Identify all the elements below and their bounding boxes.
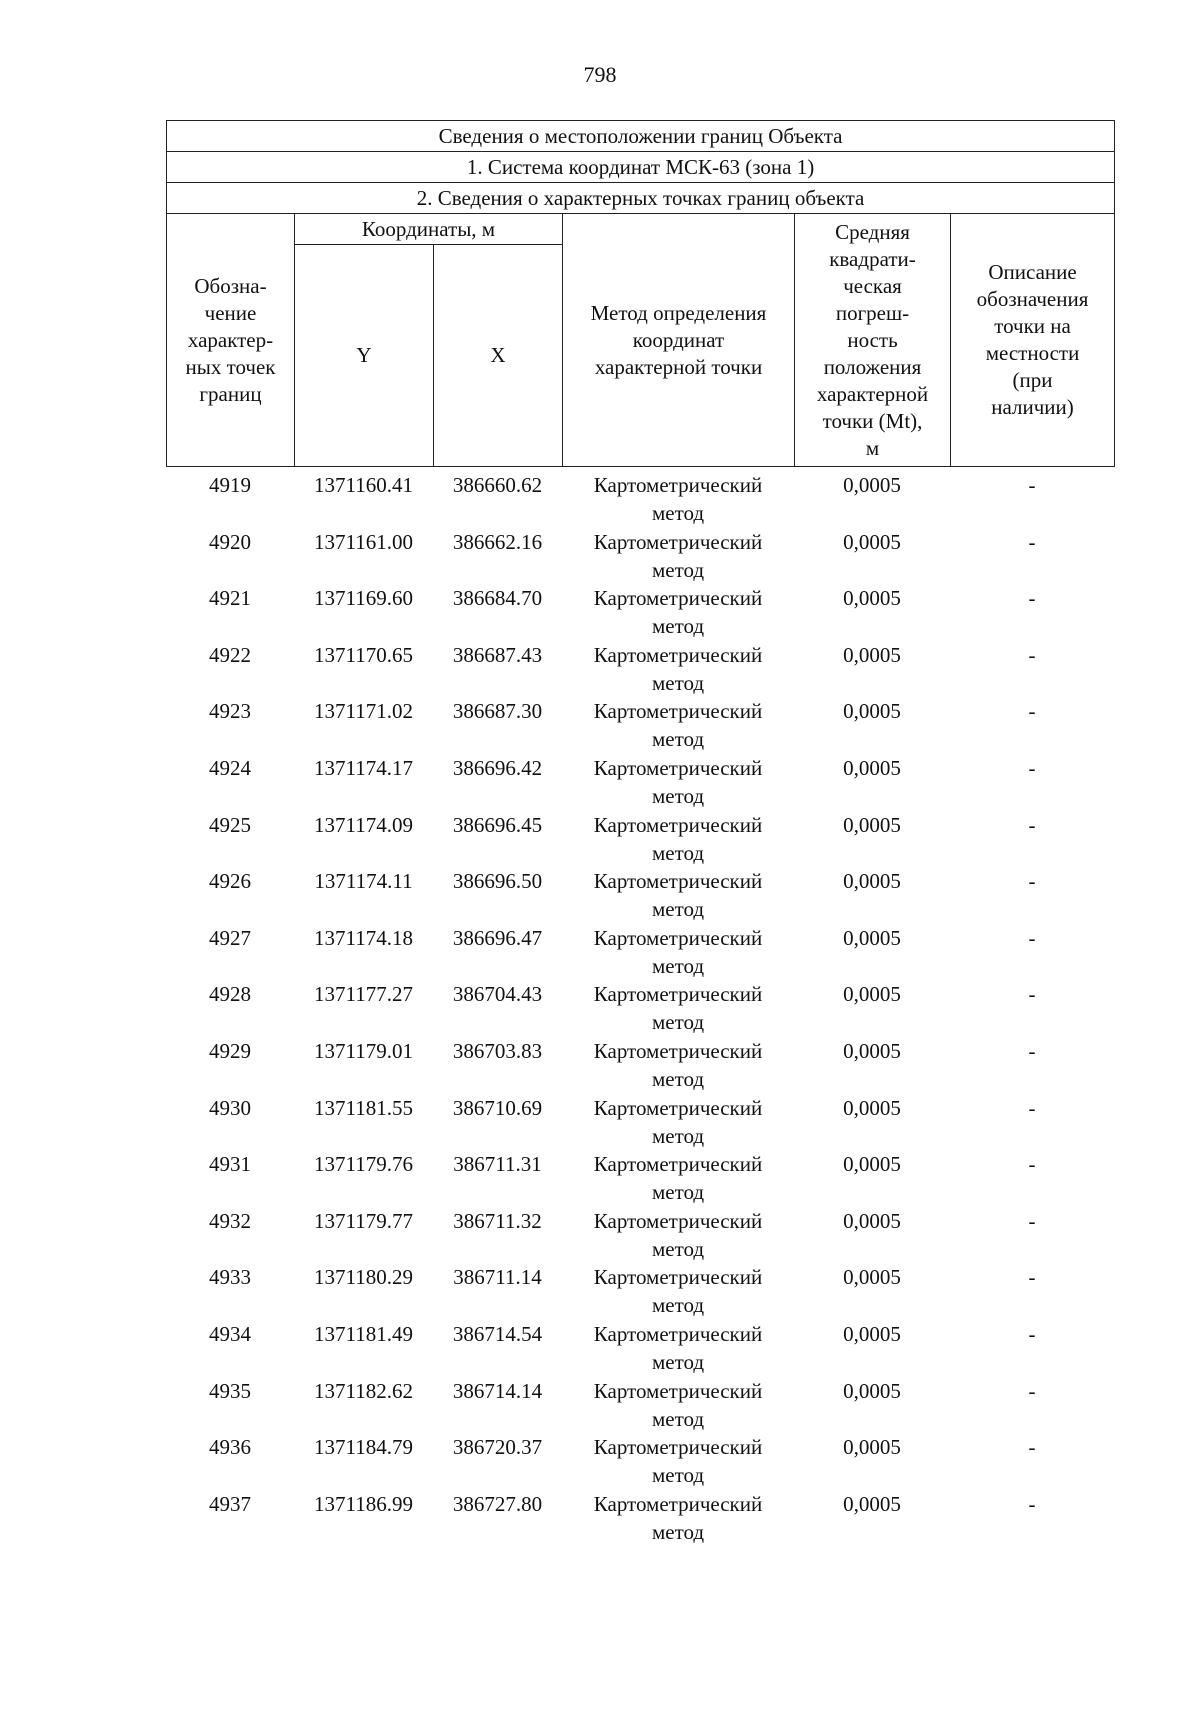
- table-row: [166, 750, 1114, 807]
- error-cell: 0,0005: [843, 812, 901, 837]
- coordinate-x-cell: 386684.70: [452, 586, 543, 611]
- method-cell: Картометрический метод: [593, 1152, 763, 1205]
- table-row: [166, 1373, 1114, 1430]
- coordinate-x-cell: 386710.69: [452, 1095, 543, 1120]
- table-title: Сведения о местоположении границ Объекта: [167, 121, 1115, 152]
- boundary-points-document: [166, 120, 1114, 1542]
- coordinate-y-cell: 1371179.77: [314, 1208, 413, 1233]
- coordinate-x-cell: 386714.14: [452, 1378, 543, 1403]
- coordinate-y-cell: 1371169.60: [314, 586, 413, 611]
- method-cell: Картометрический метод: [593, 1378, 763, 1431]
- table-row: [166, 467, 1114, 524]
- table-row: [166, 1429, 1114, 1486]
- table-row: [166, 807, 1114, 864]
- method-cell: Картометрический метод: [593, 473, 763, 525]
- description-cell: -: [1028, 1038, 1036, 1063]
- error-cell: 0,0005: [843, 586, 901, 611]
- error-cell: 0,0005: [843, 1265, 901, 1290]
- point-id-cell: 4930: [209, 1095, 251, 1120]
- table-row: [166, 1146, 1114, 1203]
- table-row: [166, 524, 1114, 581]
- description-cell: -: [1028, 473, 1036, 497]
- coordinate-x-cell: 386727.80: [452, 1491, 543, 1516]
- coordinate-x-cell: 386711.32: [453, 1208, 542, 1233]
- description-cell: -: [1028, 586, 1036, 611]
- point-id-cell: 4919: [209, 473, 251, 497]
- error-cell: 0,0005: [843, 1321, 901, 1346]
- point-id-cell: 4926: [209, 869, 251, 894]
- coordinate-x-cell: 386703.83: [452, 1038, 543, 1063]
- table-row: [166, 1259, 1114, 1316]
- method-cell: Картометрический метод: [593, 869, 763, 922]
- coordinate-y-cell: 1371180.29: [314, 1265, 413, 1290]
- coordinate-x-cell: 386696.50: [452, 869, 543, 894]
- column-header-method: Метод определения координат характерной точки: [563, 214, 795, 467]
- table-row: [166, 693, 1114, 750]
- description-cell: -: [1028, 642, 1036, 667]
- table-row: [166, 1203, 1114, 1260]
- coordinate-x-cell: 386696.45: [452, 812, 543, 837]
- method-cell: Картометрический метод: [593, 642, 763, 695]
- error-cell: 0,0005: [843, 755, 901, 780]
- coordinate-x-cell: 386714.54: [452, 1321, 543, 1346]
- column-header-description: Описание обозначения точки на местности (при наличии): [951, 214, 1115, 467]
- method-cell: Картометрический метод: [593, 755, 763, 808]
- coordinate-y-cell: 1371174.18: [314, 925, 413, 950]
- method-cell: Картометрический метод: [593, 1038, 763, 1091]
- coordinate-y-cell: 1371170.65: [314, 642, 413, 667]
- coordinate-y-cell: 1371174.09: [314, 812, 413, 837]
- method-cell: Картометрический метод: [593, 1435, 763, 1488]
- description-cell: -: [1028, 1208, 1036, 1233]
- coordinate-y-cell: 1371171.02: [314, 699, 413, 724]
- table-row: [166, 1033, 1114, 1090]
- method-cell: Картометрический метод: [593, 529, 763, 582]
- error-cell: 0,0005: [843, 1208, 901, 1233]
- coordinate-y-cell: 1371177.27: [314, 982, 413, 1007]
- point-id-cell: 4927: [209, 925, 251, 950]
- point-id-cell: 4931: [209, 1152, 251, 1177]
- coordinate-x-cell: 386687.30: [452, 699, 543, 724]
- error-cell: 0,0005: [843, 1435, 901, 1460]
- description-cell: -: [1028, 1378, 1036, 1403]
- error-cell: 0,0005: [843, 1378, 901, 1403]
- table-row: [166, 863, 1114, 920]
- description-cell: -: [1028, 1435, 1036, 1460]
- description-cell: -: [1028, 982, 1036, 1007]
- point-id-cell: 4929: [209, 1038, 251, 1063]
- column-header-id: Обозна- чение характер- ных точек границ: [167, 214, 295, 467]
- description-cell: -: [1028, 529, 1036, 554]
- page-number: 798: [583, 62, 617, 87]
- point-id-cell: 4934: [209, 1321, 251, 1346]
- point-id-cell: 4920: [209, 529, 251, 554]
- column-header-x: X: [434, 245, 563, 467]
- point-id-cell: 4924: [209, 755, 251, 780]
- coordinate-x-cell: 386711.31: [453, 1152, 542, 1177]
- method-cell: Картометрический метод: [593, 982, 763, 1035]
- point-id-cell: 4936: [209, 1435, 251, 1460]
- point-id-cell: 4937: [209, 1491, 251, 1516]
- coordinate-y-cell: 1371181.49: [314, 1321, 413, 1346]
- table-header: [166, 120, 1115, 467]
- description-cell: -: [1028, 1321, 1036, 1346]
- coordinate-y-cell: 1371174.11: [314, 869, 413, 894]
- coordinate-x-cell: 386687.43: [452, 642, 543, 667]
- coordinate-y-cell: 1371174.17: [314, 755, 413, 780]
- coordinate-system-label: 1. Система координат МСК-63 (зона 1): [167, 152, 1115, 183]
- table-row: [166, 1316, 1114, 1373]
- error-cell: 0,0005: [843, 642, 901, 667]
- error-cell: 0,0005: [843, 699, 901, 724]
- error-cell: 0,0005: [843, 529, 901, 554]
- section-label: 2. Сведения о характерных точках границ объекта: [167, 183, 1115, 214]
- coordinate-x-cell: 386720.37: [452, 1435, 543, 1460]
- description-cell: -: [1028, 1491, 1036, 1516]
- point-id-cell: 4921: [209, 586, 251, 611]
- description-cell: -: [1028, 925, 1036, 950]
- table-body: [166, 467, 1114, 1542]
- error-cell: 0,0005: [843, 982, 901, 1007]
- point-id-cell: 4922: [209, 642, 251, 667]
- error-cell: 0,0005: [843, 1152, 901, 1177]
- table-row: [166, 637, 1114, 694]
- description-cell: -: [1028, 1152, 1036, 1177]
- method-cell: Картометрический метод: [593, 1491, 763, 1544]
- error-cell: 0,0005: [843, 1491, 901, 1516]
- error-cell: 0,0005: [843, 1095, 901, 1120]
- error-cell: 0,0005: [843, 473, 901, 497]
- column-header-coordinates: Координаты, м: [295, 214, 563, 245]
- point-id-cell: 4928: [209, 982, 251, 1007]
- point-id-cell: 4935: [209, 1378, 251, 1403]
- table-row: [166, 976, 1114, 1033]
- description-cell: -: [1028, 812, 1036, 837]
- coordinate-x-cell: 386711.14: [453, 1265, 542, 1290]
- point-id-cell: 4925: [209, 812, 251, 837]
- coordinate-x-cell: 386696.47: [452, 925, 543, 950]
- point-id-cell: 4932: [209, 1208, 251, 1233]
- method-cell: Картометрический метод: [593, 586, 763, 639]
- coordinate-y-cell: 1371184.79: [314, 1435, 413, 1460]
- table-row: [166, 1090, 1114, 1147]
- coordinate-y-cell: 1371186.99: [314, 1491, 413, 1516]
- method-cell: Картометрический метод: [593, 812, 763, 865]
- method-cell: Картометрический метод: [593, 925, 763, 978]
- point-id-cell: 4933: [209, 1265, 251, 1290]
- table-row: [166, 1486, 1114, 1543]
- table-row: [166, 920, 1114, 977]
- method-cell: Картометрический метод: [593, 1321, 763, 1374]
- method-cell: Картометрический метод: [593, 1095, 763, 1148]
- point-id-cell: 4923: [209, 699, 251, 724]
- coordinate-x-cell: 386696.42: [452, 755, 543, 780]
- error-cell: 0,0005: [843, 925, 901, 950]
- description-cell: -: [1028, 1265, 1036, 1290]
- coordinate-y-cell: 1371182.62: [314, 1378, 413, 1403]
- coordinate-y-cell: 1371160.41: [314, 473, 413, 497]
- error-cell: 0,0005: [843, 869, 901, 894]
- table-row: [166, 580, 1114, 637]
- coordinate-x-cell: 386704.43: [452, 982, 543, 1007]
- description-cell: -: [1028, 699, 1036, 724]
- description-cell: -: [1028, 755, 1036, 780]
- coordinate-y-cell: 1371179.01: [314, 1038, 413, 1063]
- column-header-y: Y: [295, 245, 434, 467]
- coordinate-x-cell: 386662.16: [452, 529, 543, 554]
- coordinate-y-cell: 1371161.00: [314, 529, 413, 554]
- column-header-error: Средняя квадрати- ческая погреш- ность положения характерной точки (Mt), м: [795, 214, 951, 467]
- coordinate-y-cell: 1371181.55: [314, 1095, 413, 1120]
- description-cell: -: [1028, 869, 1036, 894]
- coordinate-y-cell: 1371179.76: [314, 1152, 413, 1177]
- error-cell: 0,0005: [843, 1038, 901, 1063]
- method-cell: Картометрический метод: [593, 699, 763, 752]
- coordinate-x-cell: 386660.62: [452, 473, 543, 497]
- description-cell: -: [1028, 1095, 1036, 1120]
- method-cell: Картометрический метод: [593, 1265, 763, 1318]
- method-cell: Картометрический метод: [593, 1208, 763, 1261]
